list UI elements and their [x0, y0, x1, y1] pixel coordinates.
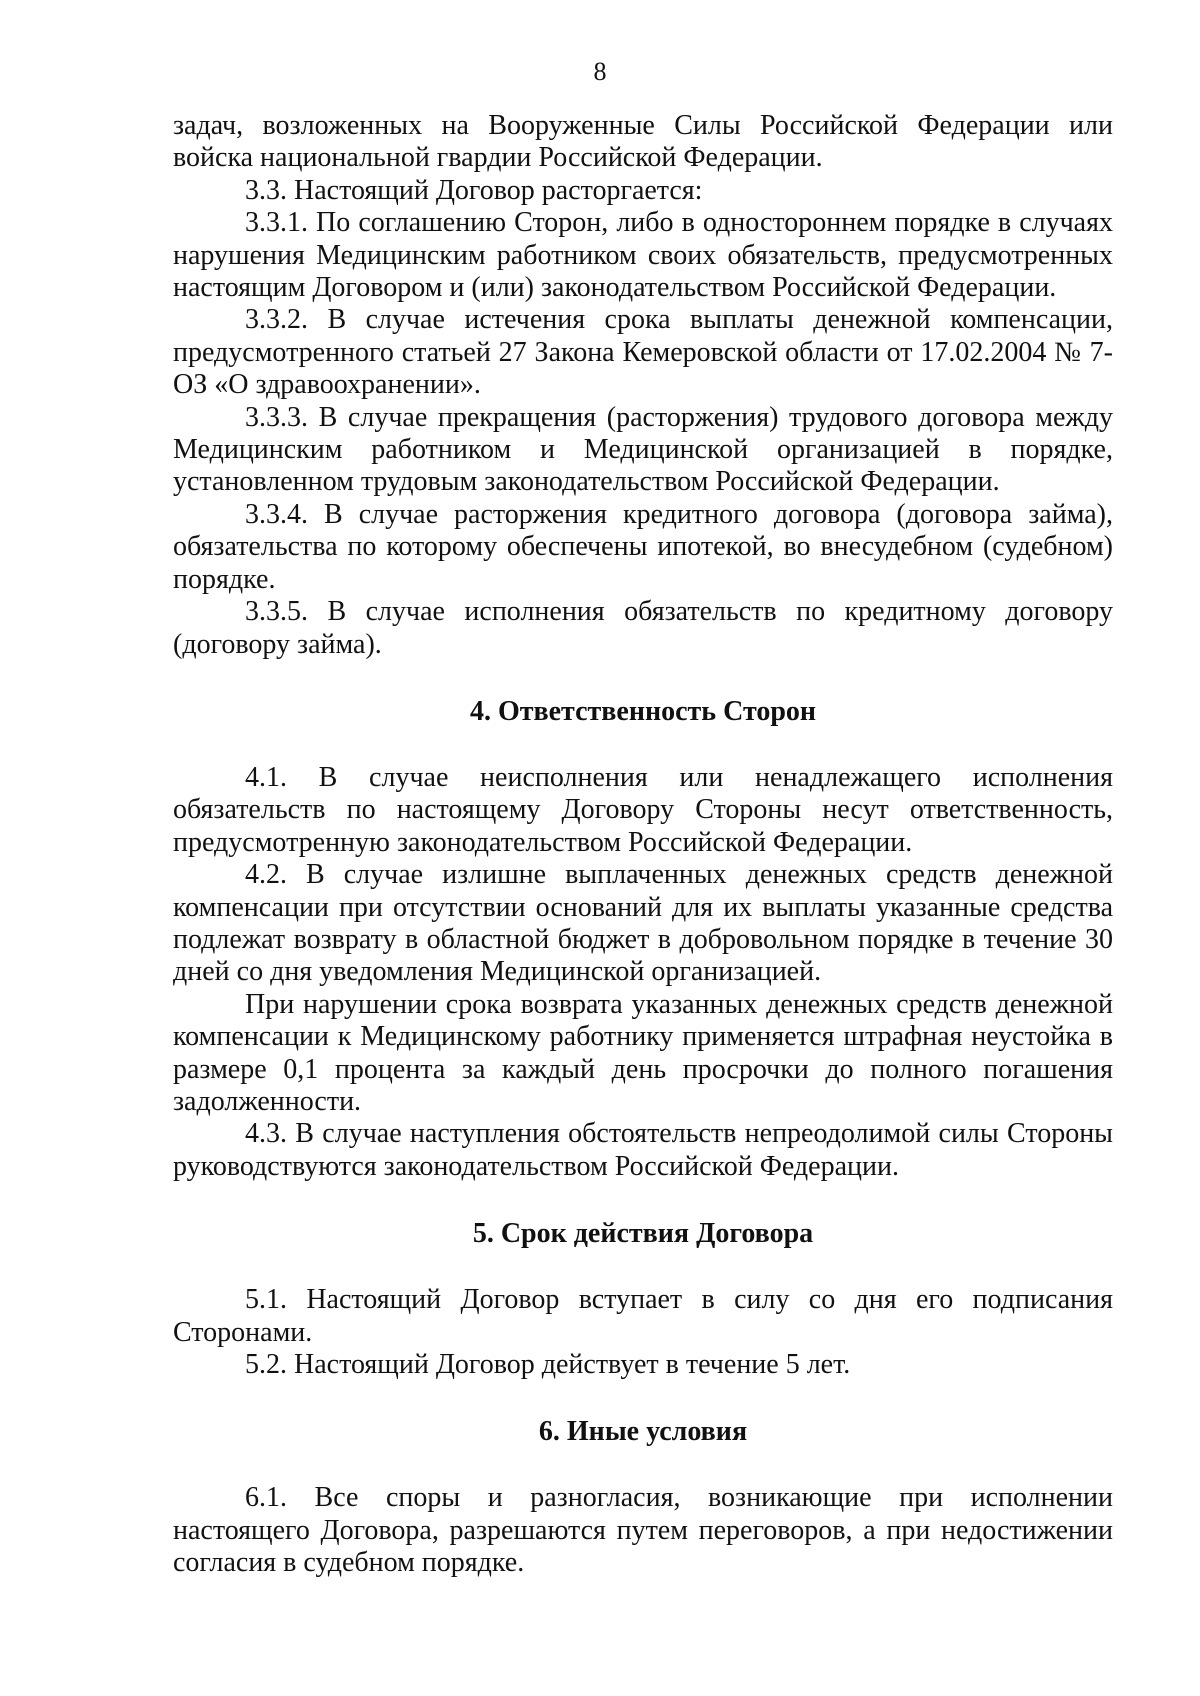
paragraph-3-3: 3.3. Настоящий Договор расторгается: [245, 174, 703, 206]
paragraph-4-2-penalty: При нарушении срока возврата указанных денежных средств денежной компенсации к Медицинскому работнику применяется штрафная неустойка в размере 0,1 процента за каждый день просрочки до полного погашения задолженности. [173, 988, 1113, 1117]
paragraph-3-3-1: 3.3.1. По соглашению Сторон, либо в одностороннем порядке в случаях нарушения Медицинским работником своих обязательств, предусмотренных настоящим Договором и (или) законодательством Российской Федерации. [173, 207, 1113, 304]
paragraph-continuation: задач, возложенных на Вооруженные Силы Российской Федерации или войска национальной гвардии Российской Федерации. [173, 110, 1113, 174]
section-4-heading: 4. Ответственность Сторон [469, 695, 817, 727]
paragraph-5-1: 5.1. Настоящий Договор вступает в силу со дня его подписания Сторонами. [173, 1284, 1113, 1348]
paragraph-3-3-5: 3.3.5. В случае исполнения обязательств по кредитному договору (договору займа). [173, 596, 1113, 660]
document-body [173, 110, 1113, 1580]
paragraph-4-1: 4.1. В случае неисполнения или ненадлежащего исполнения обязательств по настоящему Договору Стороны несут ответственность, предусмотренную законодательством Российской Федерации. [173, 761, 1113, 858]
section-5-heading: 5. Срок действия Договора [472, 1218, 814, 1250]
paragraph-4-2: 4.2. В случае излишне выплаченных денежных средств денежной компенсации при отсутствии оснований для их выплаты указанные средства подлежат возврату в областной бюджет в добровольном порядке в течение 30 дней со дня уведомления Медицинской организацией. [173, 859, 1113, 988]
paragraph-3-3-3: 3.3.3. В случае прекращения (расторжения) трудового договора между Медицинским работником и Медицинской организацией в порядке, установленном трудовым законодательством Российской Федерации. [173, 401, 1113, 498]
paragraph-3-3-2: 3.3.2. В случае истечения срока выплаты денежной компенсации, предусмотренного статьей 27 Закона Кемеровской области от 17.02.2004 № 7-ОЗ «О здравоохранении». [173, 304, 1113, 401]
page-number: 8 [593, 57, 607, 86]
paragraph-6-1: 6.1. Все споры и разногласия, возникающие при исполнении настоящего Договора, разрешаются путем переговоров, а при недостижении согласия в судебном порядке. [173, 1482, 1113, 1579]
paragraph-5-2: 5.2. Настоящий Договор действует в течение 5 лет. [245, 1349, 851, 1380]
paragraph-3-3-4: 3.3.4. В случае расторжения кредитного договора (договора займа), обязательства по которому обеспечены ипотекой, во внесудебном (судебном) порядке. [173, 498, 1113, 595]
section-6-heading: 6. Иные условия [538, 1416, 748, 1448]
paragraph-4-3: 4.3. В случае наступления обстоятельств непреодолимой силы Стороны руководствуются законодательством Российской Федерации. [173, 1118, 1113, 1182]
